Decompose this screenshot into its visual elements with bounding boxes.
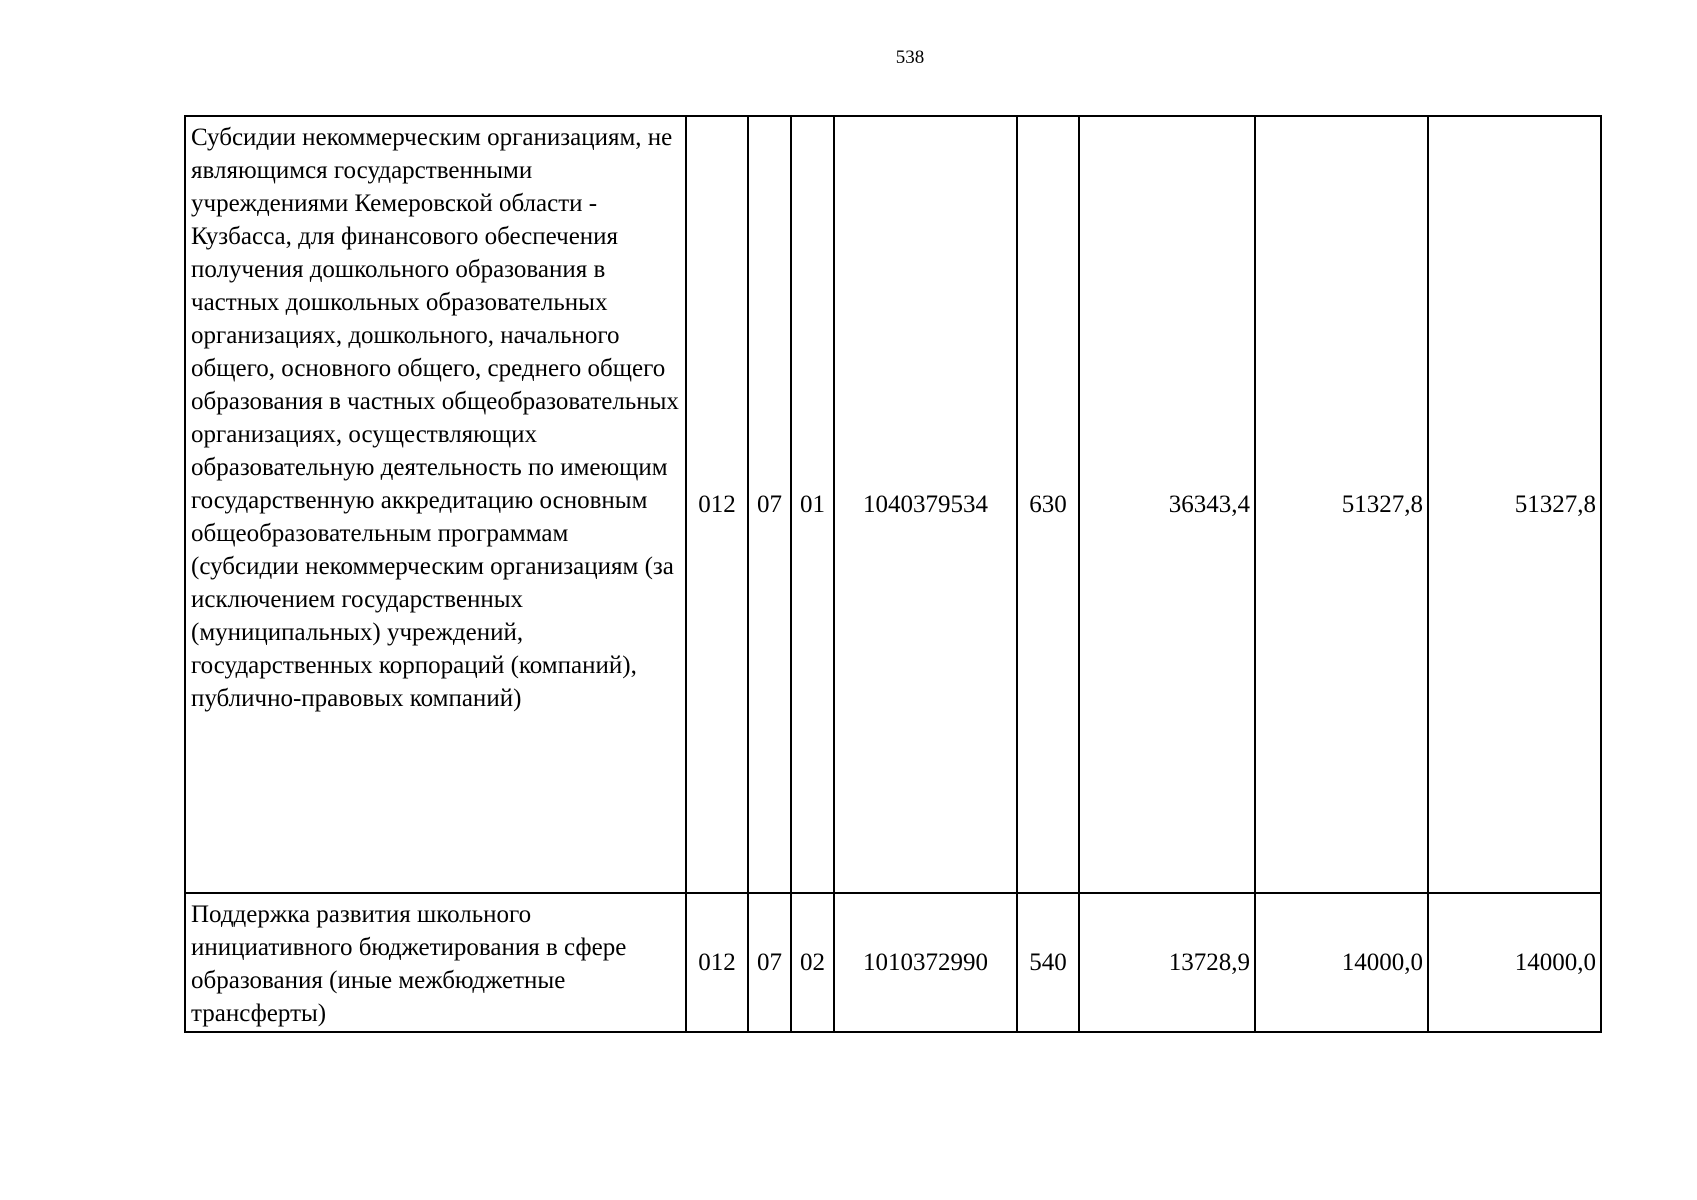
amount-year-2: 51327,8: [1255, 116, 1428, 893]
amount-year-1: 36343,4: [1079, 116, 1255, 893]
target-article-code: 1010372990: [834, 893, 1017, 1032]
amount-year-1: 13728,9: [1079, 893, 1255, 1032]
page-number: 538: [895, 47, 925, 68]
table-row: [185, 893, 1601, 1032]
budget-table: [184, 115, 1602, 1033]
row-description: Субсидии некоммерческим организациям, не являющимся государственными учреждениями Кемеровской области - Кузбасса, для финансового обеспечения получения дошкольного образования в частных дошкольных образовательных организациях, дошкольного, начального общего, основного общего, среднего общего образования в частных общеобразовательных организациях, осуществляющих образовательную деятельность по имеющим государственную аккредитацию основным общеобразовательным программам (субсидии некоммерческим организациям (за исключением государственных (муниципальных) учреждений, государственных корпораций (компаний), публично-правовых компаний): [185, 116, 686, 893]
expense-type-code: 630: [1017, 116, 1079, 893]
amount-year-3: 51327,8: [1428, 116, 1601, 893]
subsection-code: 02: [791, 893, 834, 1032]
section-code: 07: [748, 116, 791, 893]
ministry-code: 012: [686, 893, 748, 1032]
section-code: 07: [748, 893, 791, 1032]
expense-type-code: 540: [1017, 893, 1079, 1032]
amount-year-3: 14000,0: [1428, 893, 1601, 1032]
amount-year-2: 14000,0: [1255, 893, 1428, 1032]
ministry-code: 012: [686, 116, 748, 893]
target-article-code: 1040379534: [834, 116, 1017, 893]
table-row: [185, 116, 1601, 893]
subsection-code: 01: [791, 116, 834, 893]
row-description: Поддержка развития школьного инициативного бюджетирования в сфере образования (иные межбюджетные трансферты): [185, 893, 686, 1032]
